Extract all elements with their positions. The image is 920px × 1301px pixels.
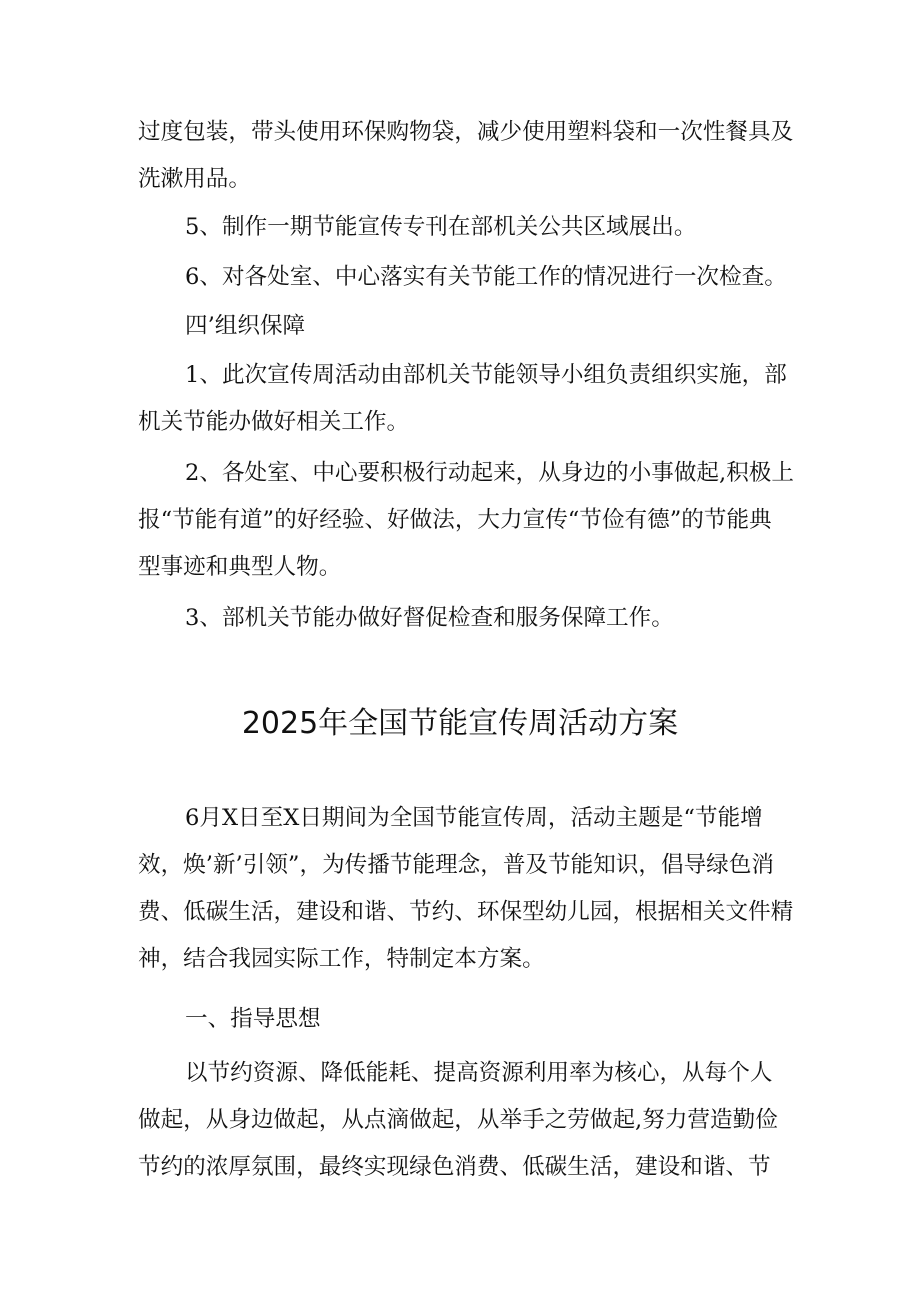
paragraph-org-item-3: 3、部机关节能办做好督促检查和服务保障工作。: [185, 605, 674, 631]
section-heading-guiding: 一、指导思想: [185, 1006, 321, 1032]
paragraph-packaging: 过度包装，带头使用环保购物袋，减少使用塑料袋和一次性餐具及洗漱用品。: [138, 119, 794, 192]
paragraph-item-5: 5、制作一期节能宣传专刊在部机关公共区域展出。: [185, 214, 697, 240]
paragraph-item-6: 6、对各处室、中心落实有关节能工作的情况进行一次检查。: [185, 264, 787, 290]
paragraph-guiding: 以节约资源、降低能耗、提高资源利用率为核心，从每个人做起，从身边做起，从点滴做起，从举手之劳做起,努力营造勤俭节约的浓厚氛围，最终实现绿色消费、低碳生活，建设和谐、节: [138, 1060, 778, 1180]
section-heading-organization: 四’组织保障: [185, 313, 306, 339]
paragraph-org-item-1: 1、此次宣传周活动由部机关节能领导小组负责组织实施，部机关节能办做好相关工作。: [138, 362, 787, 435]
paragraph-org-item-2: 2、各处室、中心要积极行动起来，从身边的小事做起,积极上报“节能有道”的好经验、好做法，大力宣传“节俭有德”的节能典型事迹和典型人物。: [138, 460, 794, 580]
document-title: 2025年全国节能宣传周活动方案: [241, 706, 679, 741]
paragraph-intro: 6月X日至X日期间为全国节能宣传周，活动主题是“节能增效，焕’新’引领”，为传播节能理念，普及节能知识，倡导绿色消费、低碳生活，建设和谐、节约、环保型幼儿园，根据相关文件精神，结合我园实际工作，特制定本方案。: [138, 805, 794, 972]
